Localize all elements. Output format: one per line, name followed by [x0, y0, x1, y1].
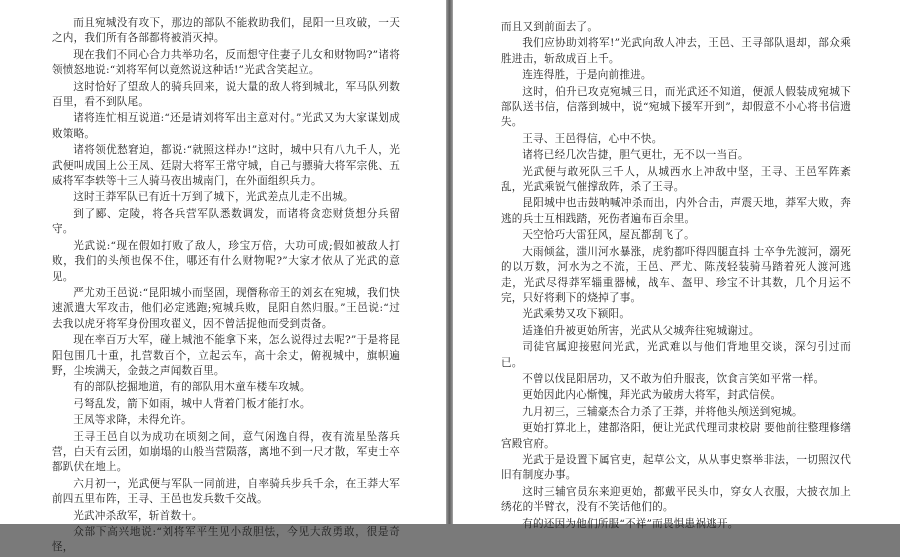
paragraph: 九月初三，三辅豪杰合力杀了王莽，并将他头颅送到宛城。 [522, 405, 803, 418]
paragraph: 更始打算北上，建都洛阳，便让光武代理司隶校尉 要他前往整理修缮宫殿官府。 [501, 422, 851, 450]
paragraph: 而且又到前面去了。 [501, 21, 599, 33]
paragraph: 诸将已经几次告捷，胆气更壮，无不以一当百。 [522, 149, 749, 162]
paragraph: 光武冲杀敌军，斩首数十。 [73, 509, 203, 522]
paragraph: 有的部队挖掘地道，有的部队用木童车楼车攻城。 [73, 381, 311, 394]
paragraph: 诸将连忙相互说道:“还是请刘将军出主意对付。”光武又为大家谋划成败策略。 [52, 112, 400, 140]
paragraph: 昆阳城中也击鼓呐喊冲杀而出，内外合击，声震天地，莽军大败，奔逃的兵士互相践踏，死伤者遍布百余里。 [501, 197, 851, 225]
left-page-text [52, 16, 400, 557]
paragraph: 王寻王邑自以为成功在顷刻之间，意气闲逸自得，夜有流星坠落兵营，白天有云团，如崩塌的山般当营陨落，离地不到一尺才散，军吏士卒都趴伏在地上。 [52, 430, 400, 474]
paragraph: 大雨倾盆，滍川河水暴涨，虎豹都吓得四腿直抖 士卒争先渡河，溺死的以万数，河水为之不流，王邑、严尤、陈茂轻装骑马踏着死人渡河逃走，光武尽得莽军辎重器械，战车、盔甲、珍宝不计其数，几个月运不完，只好将剩下的烧掉了事。 [501, 245, 851, 304]
paragraph: 我们应协助刘将军!”光武向敌人冲去，王邑、王寻部队退却，部众乘胜进击，斩敌成百上千。 [501, 37, 851, 65]
paragraph: 现在我们不同心合力共举功名，反而想守住妻子儿女和财物吗?”诸将领愤怒地说:“刘将军何以竟然说这种话!”光武含笑起立。 [52, 48, 400, 77]
paragraph: 诸将领优愁窘迫，都说:“就照这样办!”这时，城中只有八九千人，光武便叫成国上公王凤、廷尉大将军王常守城，自己与骠骑大将军宗佻、五威将军李轶等十三人骑马夜出城南门，在外面组织兵力。 [52, 144, 400, 188]
paragraph: 光武乘势又攻下颍阳。 [522, 308, 631, 321]
paragraph: 适逢伯升被更始所害，光武从父城奔往宛城谢过。 [522, 324, 760, 337]
paragraph: 这时恰好了望敌人的骑兵回来，说大量的敌人将到城北，军马队列数百里，看不到队尾。 [52, 80, 400, 109]
paragraph: 王凤等求降，未得允许。 [73, 414, 192, 427]
paragraph: 严尤劝王邑说:“昆阳城小而坚固，现僭称帝王的刘玄在宛城，我们快速派遣大军攻击，他们必定逃跑;宛城兵败，昆阳自然归服。”王邑说:“过去我以虎牙将军身份围攻翟义，因不曾活捉他而受到责备。 [52, 286, 400, 330]
paragraph: 王寻、王邑得信，心中不快。 [522, 132, 663, 145]
paragraph: 这时王莽军队已有近十万到了城下，光武差点儿走不出城。 [73, 191, 354, 204]
paragraph: 这时三辅官员东来迎更始，都戴平民头巾，穿女人衣服，大披衣加上绣花的半臂衣，没有不笑话他们的。 [501, 485, 851, 514]
paragraph: 到了郾、定陵，将各兵营军队悉数调发，而诸将贪恋财货想分兵留守。 [52, 207, 400, 236]
paragraph: 司徒官属迎接慰问光武，光武难以与他们背地里交谈，深匀引过而已。 [501, 341, 851, 369]
paragraph: 这时，伯升已攻克宛城三日，而光武还不知道，便派人假装成宛城下部队送书信，信落到城中，说“宛城下援军开到”，却假意不小心将书信遗失。 [501, 85, 851, 129]
paragraph: 连连得胜，于是向前推进。 [522, 69, 652, 82]
paragraph: 光武于是设置下属官吏，起草公文，从从事史察举非法，一切照汉代旧有制度办事。 [501, 453, 851, 482]
paragraph: 天空恰巧大雷狂风，屋瓦都刮飞了。 [522, 229, 695, 242]
paragraph: 六月初一，光武便与军队一同前进，自率骑兵步兵千余，在王莽大军前四五里布阵，王寻、王邑也发兵数千交战。 [52, 477, 400, 506]
left-page [0, 0, 447, 554]
paragraph: 不曾以伐昆阳居功，又不敢为伯升服丧，饮食言笑如平常一样。 [522, 372, 825, 385]
paragraph: 光武说:“现在假如打败了敌人，珍宝万倍，大功可成;假如被敌人打败，我们的头颅也保不住，哪还有什么财物呢?”大家才依从了光武的意见。 [52, 239, 400, 283]
right-page-text [501, 20, 851, 533]
paragraph: 而且宛城没有攻下，那边的部队不能救助我们，昆阳一旦攻破，一天之内，我们所有各部都将被消灭掉。 [52, 17, 400, 45]
paragraph: 弓弩乱发，箭下如雨，城中人背着门板才能打水。 [73, 397, 311, 410]
paragraph: 光武便与敢死队三千人，从城西水上冲敌中坚，王寻、王邑军阵紊乱，光武乘锐气催撑敌阵，杀了王寻。 [501, 165, 851, 194]
paragraph: 众部下高兴地说:“刘将军平生见小敌胆怯，今见大敌勇敢，很是奇怪， [52, 526, 400, 554]
right-page [452, 0, 900, 530]
paragraph: 更始因此内心惭愧，拜光武为破虏大将军，封武信侯。 [522, 389, 782, 402]
paragraph: 现在率百万大军，碰上城池不能拿下来，怎么说得过去呢?”于是将昆阳包围几十重，扎营数百个，立起云车，高十余丈，俯视城中，旗帜遍野，尘埃满天，金鼓之声闻数百里。 [52, 334, 400, 377]
paragraph: 有的还因为他们所服“不祥”而畏惧患祸逃开。 [522, 517, 739, 530]
